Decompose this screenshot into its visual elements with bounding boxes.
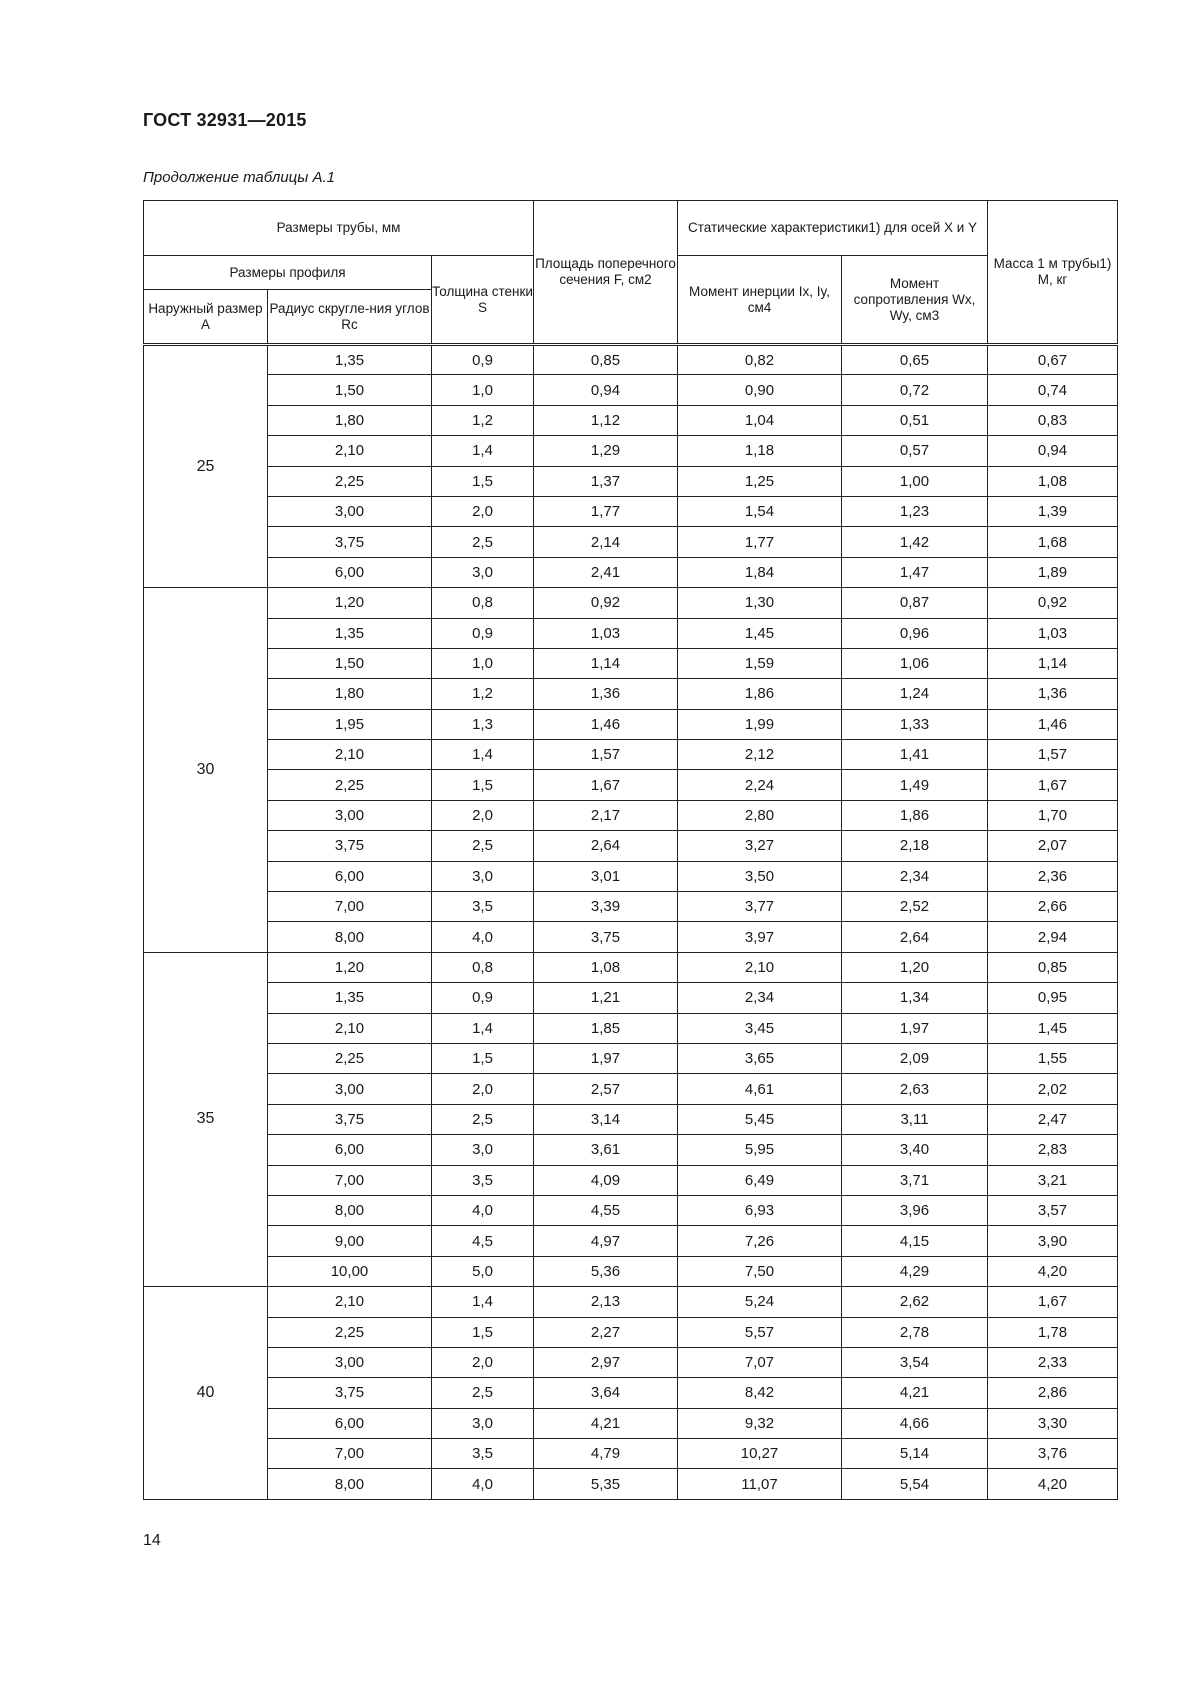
- cell-mass: 1,14: [988, 648, 1118, 678]
- cell-cross-section-area: 0,92: [534, 588, 678, 618]
- cell-moment-of-resistance: 3,71: [842, 1165, 988, 1195]
- cell-cross-section-area: 4,09: [534, 1165, 678, 1195]
- cell-cross-section-area: 2,14: [534, 527, 678, 557]
- cell-cross-section-area: 4,55: [534, 1195, 678, 1225]
- cell-moment-of-resistance: 1,41: [842, 740, 988, 770]
- cell-corner-radius: 1,80: [268, 679, 432, 709]
- cell-cross-section-area: 3,75: [534, 922, 678, 952]
- cell-mass: 1,67: [988, 1287, 1118, 1317]
- cell-mass: 2,02: [988, 1074, 1118, 1104]
- cell-corner-radius: 1,95: [268, 709, 432, 739]
- cell-wall-thickness: 1,4: [432, 1287, 534, 1317]
- cell-wall-thickness: 1,5: [432, 1317, 534, 1347]
- table-row: [144, 1256, 1118, 1286]
- cell-cross-section-area: 4,21: [534, 1408, 678, 1438]
- table-row: [144, 618, 1118, 648]
- cell-mass: 0,85: [988, 952, 1118, 982]
- cell-moment-of-resistance: 1,86: [842, 800, 988, 830]
- cell-wall-thickness: 1,4: [432, 740, 534, 770]
- cell-wall-thickness: 5,0: [432, 1256, 534, 1286]
- table-row: [144, 831, 1118, 861]
- cell-outer-size: 35: [144, 952, 268, 1286]
- cell-cross-section-area: 1,37: [534, 466, 678, 496]
- cell-mass: 3,21: [988, 1165, 1118, 1195]
- cell-wall-thickness: 1,2: [432, 405, 534, 435]
- cell-wall-thickness: 3,0: [432, 557, 534, 587]
- cell-cross-section-area: 2,57: [534, 1074, 678, 1104]
- cell-cross-section-area: 5,36: [534, 1256, 678, 1286]
- cell-moment-of-resistance: 1,23: [842, 496, 988, 526]
- table-row: [144, 679, 1118, 709]
- cell-outer-size: 25: [144, 345, 268, 588]
- cell-wall-thickness: 0,9: [432, 618, 534, 648]
- cell-moment-of-inertia: 1,77: [678, 527, 842, 557]
- cell-wall-thickness: 2,5: [432, 527, 534, 557]
- cell-moment-of-inertia: 7,50: [678, 1256, 842, 1286]
- cell-moment-of-resistance: 4,66: [842, 1408, 988, 1438]
- cell-moment-of-inertia: 10,27: [678, 1439, 842, 1469]
- cell-moment-of-resistance: 4,15: [842, 1226, 988, 1256]
- cell-cross-section-area: 1,12: [534, 405, 678, 435]
- header-corner-radius: Радиус скругле-ния углов Rc: [268, 290, 432, 345]
- cell-moment-of-inertia: 9,32: [678, 1408, 842, 1438]
- table-row: [144, 1439, 1118, 1469]
- cell-moment-of-inertia: 1,25: [678, 466, 842, 496]
- cell-mass: 3,76: [988, 1439, 1118, 1469]
- cell-mass: 2,66: [988, 892, 1118, 922]
- header-static-characteristics: Статические характеристики1) для осей X и Y: [678, 201, 988, 256]
- cell-moment-of-resistance: 2,09: [842, 1043, 988, 1073]
- cell-moment-of-inertia: 2,24: [678, 770, 842, 800]
- cell-mass: 0,83: [988, 405, 1118, 435]
- cell-cross-section-area: 1,57: [534, 740, 678, 770]
- cell-mass: 1,36: [988, 679, 1118, 709]
- cell-moment-of-inertia: 4,61: [678, 1074, 842, 1104]
- table-row: [144, 740, 1118, 770]
- cell-corner-radius: 3,75: [268, 1104, 432, 1134]
- table-row: [144, 770, 1118, 800]
- cell-moment-of-resistance: 0,87: [842, 588, 988, 618]
- cell-moment-of-resistance: 0,72: [842, 375, 988, 405]
- cell-cross-section-area: 3,64: [534, 1378, 678, 1408]
- cell-wall-thickness: 1,5: [432, 770, 534, 800]
- cell-cross-section-area: 2,97: [534, 1347, 678, 1377]
- cell-wall-thickness: 4,0: [432, 1195, 534, 1225]
- header-wall-thickness: Толщина стенки S: [432, 256, 534, 345]
- cell-mass: 3,57: [988, 1195, 1118, 1225]
- cell-corner-radius: 1,20: [268, 952, 432, 982]
- cell-corner-radius: 7,00: [268, 892, 432, 922]
- cell-moment-of-resistance: 2,63: [842, 1074, 988, 1104]
- cell-cross-section-area: 1,97: [534, 1043, 678, 1073]
- cell-wall-thickness: 1,2: [432, 679, 534, 709]
- cell-wall-thickness: 1,3: [432, 709, 534, 739]
- header-profile-sizes: Размеры профиля: [144, 256, 432, 290]
- header-outer-size: Наружный размер A: [144, 290, 268, 345]
- table-row: [144, 861, 1118, 891]
- pipe-properties-table: [143, 200, 1118, 1500]
- cell-corner-radius: 6,00: [268, 1408, 432, 1438]
- cell-corner-radius: 2,25: [268, 770, 432, 800]
- cell-wall-thickness: 4,5: [432, 1226, 534, 1256]
- cell-wall-thickness: 2,5: [432, 831, 534, 861]
- table-row: [144, 527, 1118, 557]
- cell-corner-radius: 8,00: [268, 1195, 432, 1225]
- cell-corner-radius: 2,25: [268, 1317, 432, 1347]
- cell-mass: 1,45: [988, 1013, 1118, 1043]
- cell-moment-of-inertia: 1,84: [678, 557, 842, 587]
- table-row: [144, 1104, 1118, 1134]
- table-row: [144, 1226, 1118, 1256]
- cell-moment-of-resistance: 3,40: [842, 1135, 988, 1165]
- cell-cross-section-area: 3,01: [534, 861, 678, 891]
- table-row: [144, 466, 1118, 496]
- cell-moment-of-inertia: 1,54: [678, 496, 842, 526]
- cell-mass: 0,67: [988, 345, 1118, 375]
- cell-moment-of-resistance: 1,33: [842, 709, 988, 739]
- cell-corner-radius: 10,00: [268, 1256, 432, 1286]
- cell-cross-section-area: 1,67: [534, 770, 678, 800]
- cell-moment-of-inertia: 0,82: [678, 345, 842, 375]
- cell-wall-thickness: 3,0: [432, 1135, 534, 1165]
- document-header: ГОСТ 32931—2015: [143, 110, 307, 130]
- cell-mass: 4,20: [988, 1256, 1118, 1286]
- table-row: [144, 1195, 1118, 1225]
- table-row: [144, 496, 1118, 526]
- cell-wall-thickness: 0,9: [432, 983, 534, 1013]
- cell-mass: 0,94: [988, 436, 1118, 466]
- header-moment-of-inertia: Момент инерции Ix, Iy, см4: [678, 256, 842, 345]
- table-body: [144, 345, 1118, 1500]
- cell-cross-section-area: 3,14: [534, 1104, 678, 1134]
- cell-corner-radius: 3,75: [268, 527, 432, 557]
- cell-cross-section-area: 2,13: [534, 1287, 678, 1317]
- cell-moment-of-resistance: 2,52: [842, 892, 988, 922]
- cell-corner-radius: 2,10: [268, 1013, 432, 1043]
- cell-moment-of-resistance: 1,34: [842, 983, 988, 1013]
- cell-cross-section-area: 1,46: [534, 709, 678, 739]
- cell-cross-section-area: 1,03: [534, 618, 678, 648]
- cell-outer-size: 30: [144, 588, 268, 953]
- table-row: [144, 375, 1118, 405]
- page-number: 14: [143, 1532, 161, 1549]
- cell-corner-radius: 2,10: [268, 1287, 432, 1317]
- cell-moment-of-resistance: 0,57: [842, 436, 988, 466]
- cell-moment-of-resistance: 2,78: [842, 1317, 988, 1347]
- table-row: [144, 1347, 1118, 1377]
- table-caption: Продолжение таблицы А.1: [143, 169, 335, 186]
- cell-cross-section-area: 1,85: [534, 1013, 678, 1043]
- cell-cross-section-area: 0,85: [534, 345, 678, 375]
- cell-cross-section-area: 4,79: [534, 1439, 678, 1469]
- cell-corner-radius: 9,00: [268, 1226, 432, 1256]
- cell-corner-radius: 1,80: [268, 405, 432, 435]
- cell-moment-of-resistance: 5,14: [842, 1439, 988, 1469]
- cell-moment-of-inertia: 3,27: [678, 831, 842, 861]
- cell-corner-radius: 7,00: [268, 1165, 432, 1195]
- cell-mass: 1,46: [988, 709, 1118, 739]
- cell-moment-of-inertia: 5,95: [678, 1135, 842, 1165]
- cell-moment-of-inertia: 2,12: [678, 740, 842, 770]
- cell-moment-of-resistance: 3,54: [842, 1347, 988, 1377]
- cell-moment-of-inertia: 1,45: [678, 618, 842, 648]
- cell-wall-thickness: 2,0: [432, 1074, 534, 1104]
- table-row: [144, 922, 1118, 952]
- cell-mass: 1,08: [988, 466, 1118, 496]
- cell-cross-section-area: 2,64: [534, 831, 678, 861]
- cell-cross-section-area: 0,94: [534, 375, 678, 405]
- header-mass: Масса 1 м трубы1) M, кг: [988, 201, 1118, 345]
- table-row: [144, 405, 1118, 435]
- cell-moment-of-resistance: 1,49: [842, 770, 988, 800]
- cell-corner-radius: 1,50: [268, 375, 432, 405]
- table-row: [144, 892, 1118, 922]
- cell-corner-radius: 6,00: [268, 1135, 432, 1165]
- cell-wall-thickness: 2,0: [432, 1347, 534, 1377]
- cell-mass: 1,39: [988, 496, 1118, 526]
- cell-wall-thickness: 1,0: [432, 375, 534, 405]
- cell-wall-thickness: 3,5: [432, 1165, 534, 1195]
- table-row: [144, 1165, 1118, 1195]
- cell-wall-thickness: 0,9: [432, 345, 534, 375]
- cell-moment-of-inertia: 5,57: [678, 1317, 842, 1347]
- cell-moment-of-resistance: 1,00: [842, 466, 988, 496]
- cell-corner-radius: 3,00: [268, 496, 432, 526]
- cell-moment-of-inertia: 5,24: [678, 1287, 842, 1317]
- cell-moment-of-inertia: 3,50: [678, 861, 842, 891]
- table-row: [144, 1378, 1118, 1408]
- cell-corner-radius: 7,00: [268, 1439, 432, 1469]
- cell-wall-thickness: 1,5: [432, 466, 534, 496]
- cell-moment-of-inertia: 2,80: [678, 800, 842, 830]
- cell-corner-radius: 1,50: [268, 648, 432, 678]
- cell-wall-thickness: 2,5: [432, 1378, 534, 1408]
- cell-moment-of-inertia: 1,99: [678, 709, 842, 739]
- cell-corner-radius: 6,00: [268, 861, 432, 891]
- cell-moment-of-resistance: 2,64: [842, 922, 988, 952]
- cell-cross-section-area: 4,97: [534, 1226, 678, 1256]
- cell-mass: 0,74: [988, 375, 1118, 405]
- cell-moment-of-inertia: 5,45: [678, 1104, 842, 1134]
- cell-wall-thickness: 2,0: [432, 800, 534, 830]
- cell-corner-radius: 8,00: [268, 922, 432, 952]
- table-row: [144, 648, 1118, 678]
- cell-moment-of-inertia: 8,42: [678, 1378, 842, 1408]
- cell-moment-of-resistance: 5,54: [842, 1469, 988, 1499]
- cell-corner-radius: 2,10: [268, 436, 432, 466]
- table-row: [144, 709, 1118, 739]
- cell-moment-of-inertia: 2,34: [678, 983, 842, 1013]
- cell-cross-section-area: 1,08: [534, 952, 678, 982]
- cell-moment-of-inertia: 1,59: [678, 648, 842, 678]
- cell-moment-of-inertia: 0,90: [678, 375, 842, 405]
- cell-moment-of-resistance: 1,06: [842, 648, 988, 678]
- cell-wall-thickness: 2,0: [432, 496, 534, 526]
- cell-mass: 2,86: [988, 1378, 1118, 1408]
- cell-corner-radius: 2,10: [268, 740, 432, 770]
- cell-cross-section-area: 1,29: [534, 436, 678, 466]
- cell-mass: 2,47: [988, 1104, 1118, 1134]
- header-moment-of-resistance: Момент сопротивления Wx, Wy, см3: [842, 256, 988, 345]
- table-row: [144, 1317, 1118, 1347]
- table-row: [144, 1408, 1118, 1438]
- cell-moment-of-resistance: 2,62: [842, 1287, 988, 1317]
- cell-wall-thickness: 1,4: [432, 436, 534, 466]
- cell-mass: 1,89: [988, 557, 1118, 587]
- cell-mass: 2,94: [988, 922, 1118, 952]
- cell-moment-of-inertia: 3,65: [678, 1043, 842, 1073]
- cell-corner-radius: 1,35: [268, 618, 432, 648]
- cell-moment-of-resistance: 1,97: [842, 1013, 988, 1043]
- cell-cross-section-area: 1,77: [534, 496, 678, 526]
- table-row: [144, 588, 1118, 618]
- cell-moment-of-resistance: 4,21: [842, 1378, 988, 1408]
- cell-mass: 3,90: [988, 1226, 1118, 1256]
- cell-moment-of-resistance: 1,47: [842, 557, 988, 587]
- cell-moment-of-inertia: 3,97: [678, 922, 842, 952]
- cell-corner-radius: 3,75: [268, 1378, 432, 1408]
- table-row: [144, 345, 1118, 375]
- cell-moment-of-inertia: 1,04: [678, 405, 842, 435]
- cell-moment-of-resistance: 3,11: [842, 1104, 988, 1134]
- cell-mass: 3,30: [988, 1408, 1118, 1438]
- cell-corner-radius: 2,25: [268, 1043, 432, 1073]
- cell-mass: 2,36: [988, 861, 1118, 891]
- cell-outer-size: 40: [144, 1287, 268, 1500]
- cell-cross-section-area: 3,61: [534, 1135, 678, 1165]
- cell-cross-section-area: 5,35: [534, 1469, 678, 1499]
- cell-wall-thickness: 4,0: [432, 1469, 534, 1499]
- cell-corner-radius: 1,20: [268, 588, 432, 618]
- header-cross-section-area: Площадь поперечного сечения F, см2: [534, 201, 678, 345]
- cell-corner-radius: 3,00: [268, 800, 432, 830]
- cell-moment-of-inertia: 1,86: [678, 679, 842, 709]
- cell-corner-radius: 6,00: [268, 557, 432, 587]
- cell-mass: 1,70: [988, 800, 1118, 830]
- cell-mass: 1,57: [988, 740, 1118, 770]
- cell-mass: 1,03: [988, 618, 1118, 648]
- table-row: [144, 1043, 1118, 1073]
- cell-moment-of-resistance: 2,34: [842, 861, 988, 891]
- cell-moment-of-inertia: 11,07: [678, 1469, 842, 1499]
- cell-wall-thickness: 4,0: [432, 922, 534, 952]
- cell-moment-of-inertia: 6,49: [678, 1165, 842, 1195]
- cell-wall-thickness: 1,0: [432, 648, 534, 678]
- cell-wall-thickness: 3,5: [432, 1439, 534, 1469]
- cell-moment-of-inertia: 7,07: [678, 1347, 842, 1377]
- table-row: [144, 952, 1118, 982]
- cell-wall-thickness: 2,5: [432, 1104, 534, 1134]
- cell-wall-thickness: 3,5: [432, 892, 534, 922]
- cell-corner-radius: 8,00: [268, 1469, 432, 1499]
- table-row: [144, 1287, 1118, 1317]
- cell-mass: 4,20: [988, 1469, 1118, 1499]
- cell-cross-section-area: 2,27: [534, 1317, 678, 1347]
- cell-cross-section-area: 1,36: [534, 679, 678, 709]
- cell-wall-thickness: 0,8: [432, 588, 534, 618]
- cell-mass: 1,55: [988, 1043, 1118, 1073]
- cell-cross-section-area: 2,41: [534, 557, 678, 587]
- table-row: [144, 1135, 1118, 1165]
- cell-wall-thickness: 3,0: [432, 1408, 534, 1438]
- cell-corner-radius: 1,35: [268, 983, 432, 1013]
- table-row: [144, 1074, 1118, 1104]
- cell-moment-of-resistance: 3,96: [842, 1195, 988, 1225]
- cell-mass: 2,83: [988, 1135, 1118, 1165]
- cell-mass: 2,33: [988, 1347, 1118, 1377]
- cell-mass: 0,92: [988, 588, 1118, 618]
- cell-cross-section-area: 3,39: [534, 892, 678, 922]
- header-pipe-sizes: Размеры трубы, мм: [144, 201, 534, 256]
- cell-mass: 1,67: [988, 770, 1118, 800]
- cell-moment-of-inertia: 3,77: [678, 892, 842, 922]
- cell-moment-of-inertia: 1,30: [678, 588, 842, 618]
- cell-moment-of-resistance: 0,65: [842, 345, 988, 375]
- cell-moment-of-resistance: 1,20: [842, 952, 988, 982]
- cell-moment-of-inertia: 6,93: [678, 1195, 842, 1225]
- cell-wall-thickness: 1,5: [432, 1043, 534, 1073]
- cell-moment-of-inertia: 3,45: [678, 1013, 842, 1043]
- cell-mass: 0,95: [988, 983, 1118, 1013]
- cell-corner-radius: 3,00: [268, 1347, 432, 1377]
- cell-cross-section-area: 1,14: [534, 648, 678, 678]
- cell-cross-section-area: 2,17: [534, 800, 678, 830]
- cell-moment-of-inertia: 7,26: [678, 1226, 842, 1256]
- cell-mass: 1,78: [988, 1317, 1118, 1347]
- cell-mass: 2,07: [988, 831, 1118, 861]
- cell-moment-of-inertia: 2,10: [678, 952, 842, 982]
- cell-moment-of-resistance: 1,24: [842, 679, 988, 709]
- cell-mass: 1,68: [988, 527, 1118, 557]
- table-row: [144, 800, 1118, 830]
- table-row: [144, 983, 1118, 1013]
- cell-moment-of-resistance: 0,96: [842, 618, 988, 648]
- cell-moment-of-inertia: 1,18: [678, 436, 842, 466]
- cell-cross-section-area: 1,21: [534, 983, 678, 1013]
- cell-corner-radius: 2,25: [268, 466, 432, 496]
- cell-wall-thickness: 3,0: [432, 861, 534, 891]
- table-row: [144, 436, 1118, 466]
- cell-moment-of-resistance: 1,42: [842, 527, 988, 557]
- cell-corner-radius: 3,75: [268, 831, 432, 861]
- cell-corner-radius: 3,00: [268, 1074, 432, 1104]
- cell-moment-of-resistance: 4,29: [842, 1256, 988, 1286]
- cell-wall-thickness: 1,4: [432, 1013, 534, 1043]
- cell-wall-thickness: 0,8: [432, 952, 534, 982]
- table-row: [144, 1469, 1118, 1499]
- table-row: [144, 1013, 1118, 1043]
- cell-moment-of-resistance: 0,51: [842, 405, 988, 435]
- cell-moment-of-resistance: 2,18: [842, 831, 988, 861]
- cell-corner-radius: 1,35: [268, 345, 432, 375]
- table-row: [144, 557, 1118, 587]
